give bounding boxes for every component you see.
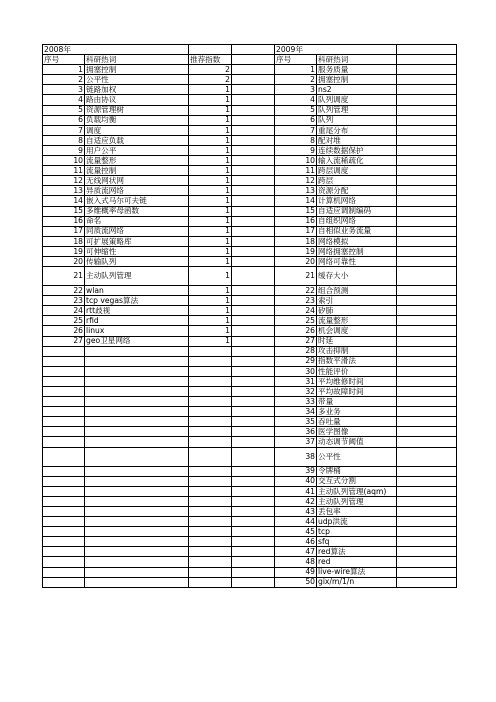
table-row <box>43 577 457 587</box>
right-row-term: gix/m/1/n <box>317 577 397 587</box>
right-row-number: 5 <box>275 105 317 115</box>
left-row-count: 1 <box>189 336 232 346</box>
table-row <box>43 256 457 266</box>
right-row-term: 服务质量 <box>317 65 397 75</box>
right-row-term: 网络拥塞控制 <box>317 246 397 256</box>
left-row-term: 异质流网络 <box>85 186 189 196</box>
left-row-count: 1 <box>189 125 232 135</box>
right-row-term: 队列管理 <box>317 105 397 115</box>
left-row-term: 可伸缩性 <box>85 246 189 256</box>
right-row-number: 47 <box>275 547 317 557</box>
left-row-number: 22 <box>43 286 85 296</box>
left-row-term: 主动队列管理 <box>85 267 189 286</box>
right-row-term: 重尾分布 <box>317 125 397 135</box>
left-row-term: 自适应负载 <box>85 135 189 145</box>
left-row-term: geo卫星网络 <box>85 336 189 346</box>
left-row-number: 12 <box>43 176 85 186</box>
right-row-number: 35 <box>275 417 317 427</box>
right-row-term: 机会调度 <box>317 326 397 336</box>
right-row-term: 资源分配 <box>317 186 397 196</box>
left-row-count: 1 <box>189 306 232 316</box>
left-row-count: 1 <box>189 166 232 176</box>
left-row-number: 10 <box>43 156 85 166</box>
table-row <box>43 145 457 155</box>
right-row-number: 46 <box>275 537 317 547</box>
left-row-term: linux <box>85 326 189 336</box>
table-row <box>43 427 457 437</box>
right-row-number: 8 <box>275 135 317 145</box>
left-row-number: 7 <box>43 125 85 135</box>
right-row-number: 34 <box>275 407 317 417</box>
left-row-number: 25 <box>43 316 85 326</box>
left-row-number: 11 <box>43 166 85 176</box>
right-row-term: 网络模拟 <box>317 236 397 246</box>
table-row <box>43 286 457 296</box>
right-row-number: 48 <box>275 557 317 567</box>
left-row-count: 1 <box>189 115 232 125</box>
table-row <box>43 557 457 567</box>
right-row-number: 28 <box>275 346 317 356</box>
left-row-number: 19 <box>43 246 85 256</box>
right-row-term: sfq <box>317 537 397 547</box>
right-row-number: 27 <box>275 336 317 346</box>
left-row-term: 嵌入式马尔可夫链 <box>85 196 189 206</box>
right-row-number: 7 <box>275 125 317 135</box>
right-row-term: 计算机网络 <box>317 196 397 206</box>
right-row-term: 自相似业务流量 <box>317 226 397 236</box>
right-row-term: 拥塞控制 <box>317 75 397 85</box>
right-row-number: 38 <box>275 447 317 466</box>
left-row-term: 路由协议 <box>85 95 189 105</box>
right-row-term: tcp <box>317 527 397 537</box>
left-row-number: 21 <box>43 267 85 286</box>
left-row-number: 2 <box>43 75 85 85</box>
table-row <box>43 567 457 577</box>
table-row <box>43 476 457 486</box>
right-row-term: 缓存大小 <box>317 267 397 286</box>
left-row-term: 多维概率母函数 <box>85 206 189 216</box>
left-row-count: 1 <box>189 236 232 246</box>
right-row-number: 18 <box>275 236 317 246</box>
left-row-count: 1 <box>189 326 232 336</box>
left-row-count: 1 <box>189 256 232 266</box>
table-row <box>43 95 457 105</box>
left-row-count: 1 <box>189 85 232 95</box>
table-row <box>43 105 457 115</box>
right-row-number: 2 <box>275 75 317 85</box>
table-row <box>43 196 457 206</box>
right-row-term: 多业务 <box>317 407 397 417</box>
right-row-term: ns2 <box>317 85 397 95</box>
left-row-number: 27 <box>43 336 85 346</box>
right-year-label: 2009年 <box>275 45 397 55</box>
table-row <box>43 496 457 506</box>
right-row-term: 时延 <box>317 336 397 346</box>
left-row-term: 无线网状网 <box>85 176 189 186</box>
right-row-number: 15 <box>275 206 317 216</box>
left-row-number: 3 <box>43 85 85 95</box>
left-row-count: 1 <box>189 186 232 196</box>
right-row-number: 30 <box>275 366 317 376</box>
left-row-number: 15 <box>43 206 85 216</box>
right-row-term: 队列调度 <box>317 95 397 105</box>
left-row-number: 17 <box>43 226 85 236</box>
right-row-number: 21 <box>275 267 317 286</box>
table-row <box>43 176 457 186</box>
right-seq-header: 序号 <box>275 55 317 65</box>
right-row-term: 性能评价 <box>317 366 397 376</box>
left-row-count: 1 <box>189 196 232 206</box>
right-row-number: 42 <box>275 496 317 506</box>
left-row-count: 1 <box>189 226 232 236</box>
right-row-number: 36 <box>275 427 317 437</box>
right-row-term: 组合预测 <box>317 286 397 296</box>
left-row-count: 1 <box>189 267 232 286</box>
right-row-number: 17 <box>275 226 317 236</box>
left-row-term: wlan <box>85 286 189 296</box>
right-row-number: 23 <box>275 296 317 306</box>
table-row <box>43 156 457 166</box>
table-row <box>43 85 457 95</box>
right-row-number: 19 <box>275 246 317 256</box>
right-row-number: 14 <box>275 196 317 206</box>
right-row-term: 索引 <box>317 296 397 306</box>
table-row <box>43 326 457 336</box>
left-row-number: 13 <box>43 186 85 196</box>
right-row-term: 配对堆 <box>317 135 397 145</box>
left-row-term: 资源管理树 <box>85 105 189 115</box>
table-row <box>43 226 457 236</box>
right-row-number: 4 <box>275 95 317 105</box>
right-row-number: 3 <box>275 85 317 95</box>
right-row-term: live-wire算法 <box>317 567 397 577</box>
table-row <box>43 376 457 386</box>
right-row-term: 矽肺 <box>317 306 397 316</box>
right-row-number: 31 <box>275 376 317 386</box>
right-row-term: 丢包率 <box>317 506 397 516</box>
right-row-number: 50 <box>275 577 317 587</box>
right-row-term: 公平性 <box>317 447 397 466</box>
table-row <box>43 346 457 356</box>
left-row-number: 26 <box>43 326 85 336</box>
table-row <box>43 407 457 417</box>
left-row-number: 24 <box>43 306 85 316</box>
right-row-term: 平均故障时间 <box>317 387 397 397</box>
left-row-number: 14 <box>43 196 85 206</box>
right-row-number: 6 <box>275 115 317 125</box>
table-row <box>43 356 457 366</box>
table-row <box>43 306 457 316</box>
table-row <box>43 267 457 286</box>
right-row-term: red算法 <box>317 547 397 557</box>
right-row-number: 13 <box>275 186 317 196</box>
left-row-number: 5 <box>43 105 85 115</box>
left-row-term: 同质流网络 <box>85 226 189 236</box>
left-row-term: rfid <box>85 316 189 326</box>
left-row-term: 流量控制 <box>85 166 189 176</box>
left-row-term: 用户公平 <box>85 145 189 155</box>
table-row <box>43 437 457 447</box>
table-row <box>43 216 457 226</box>
left-row-number: 6 <box>43 115 85 125</box>
left-row-number: 9 <box>43 145 85 155</box>
left-seq-header: 序号 <box>43 55 85 65</box>
right-row-number: 32 <box>275 387 317 397</box>
left-row-count: 1 <box>189 206 232 216</box>
table-row <box>43 246 457 256</box>
table-row <box>43 296 457 306</box>
right-row-term: 流量整形 <box>317 316 397 326</box>
left-row-number: 23 <box>43 296 85 306</box>
right-row-term: red <box>317 557 397 567</box>
right-row-number: 45 <box>275 527 317 537</box>
right-row-term: 连续数据保护 <box>317 145 397 155</box>
table-row <box>43 387 457 397</box>
table-row <box>43 236 457 246</box>
right-row-number: 20 <box>275 256 317 266</box>
right-row-term: 带量 <box>317 397 397 407</box>
table-row <box>43 316 457 326</box>
right-row-term: 交互式分割 <box>317 476 397 486</box>
right-row-term: 医学图像 <box>317 427 397 437</box>
table-row <box>43 135 457 145</box>
table-row <box>43 75 457 85</box>
right-row-number: 16 <box>275 216 317 226</box>
right-row-number: 37 <box>275 437 317 447</box>
table-row <box>43 466 457 476</box>
table-row <box>43 166 457 176</box>
left-row-count: 1 <box>189 156 232 166</box>
table-row <box>43 537 457 547</box>
left-row-term: 传输队列 <box>85 256 189 266</box>
table-row <box>43 366 457 376</box>
right-row-term: 跨层 <box>317 176 397 186</box>
left-row-term: 拥塞控制 <box>85 65 189 75</box>
right-row-term: 主动队列管理 <box>317 496 397 506</box>
table-row <box>43 206 457 216</box>
right-row-number: 43 <box>275 506 317 516</box>
left-row-count: 1 <box>189 246 232 256</box>
left-row-count: 1 <box>189 316 232 326</box>
left-row-count: 1 <box>189 216 232 226</box>
left-row-term: 命名 <box>85 216 189 226</box>
right-row-number: 26 <box>275 326 317 336</box>
right-row-number: 25 <box>275 316 317 326</box>
left-term-header: 科研热词 <box>85 55 189 65</box>
right-row-number: 33 <box>275 397 317 407</box>
right-row-number: 29 <box>275 356 317 366</box>
left-row-count: 1 <box>189 105 232 115</box>
right-row-term: 网络可靠性 <box>317 256 397 266</box>
table-row <box>43 336 457 346</box>
hot-terms-table <box>42 44 457 588</box>
right-row-number: 41 <box>275 486 317 496</box>
right-row-term: 主动队列管理(aqm) <box>317 486 397 496</box>
right-row-number: 44 <box>275 517 317 527</box>
left-row-count: 1 <box>189 95 232 105</box>
table-row <box>43 417 457 427</box>
left-row-count: 1 <box>189 286 232 296</box>
left-row-count: 2 <box>189 65 232 75</box>
table-row <box>43 486 457 496</box>
table-row <box>43 397 457 407</box>
left-row-number: 18 <box>43 236 85 246</box>
left-row-number: 20 <box>43 256 85 266</box>
right-row-number: 39 <box>275 466 317 476</box>
left-count-header: 推荐指数 <box>189 55 232 65</box>
left-row-number: 4 <box>43 95 85 105</box>
left-row-count: 1 <box>189 176 232 186</box>
left-row-number: 8 <box>43 135 85 145</box>
right-row-number: 22 <box>275 286 317 296</box>
right-row-number: 40 <box>275 476 317 486</box>
left-row-term: 流量整形 <box>85 156 189 166</box>
table-row <box>43 125 457 135</box>
right-row-term: 动态调节阈值 <box>317 437 397 447</box>
table-row <box>43 447 457 466</box>
table-row <box>43 517 457 527</box>
left-row-term: tcp vegas算法 <box>85 296 189 306</box>
left-row-term: 调度 <box>85 125 189 135</box>
left-row-term: rtt歧视 <box>85 306 189 316</box>
table-row <box>43 547 457 557</box>
right-row-number: 12 <box>275 176 317 186</box>
header-row <box>43 55 457 65</box>
right-row-number: 24 <box>275 306 317 316</box>
left-row-count: 2 <box>189 75 232 85</box>
right-row-number: 49 <box>275 567 317 577</box>
right-term-header: 科研热词 <box>317 55 397 65</box>
left-row-count: 1 <box>189 296 232 306</box>
right-row-term: 攻击抑制 <box>317 346 397 356</box>
left-row-term: 可扩展策略库 <box>85 236 189 246</box>
right-row-number: 10 <box>275 156 317 166</box>
left-row-term: 链路加权 <box>85 85 189 95</box>
right-row-term: 队列 <box>317 115 397 125</box>
right-row-number: 11 <box>275 166 317 176</box>
right-row-term: 指数平滑法 <box>317 356 397 366</box>
left-row-count: 1 <box>189 135 232 145</box>
table-row <box>43 115 457 125</box>
table-row <box>43 65 457 75</box>
right-row-term: 自适应调制编码 <box>317 206 397 216</box>
year-row <box>43 45 457 55</box>
right-row-number: 1 <box>275 65 317 75</box>
right-row-number: 9 <box>275 145 317 155</box>
right-row-term: 跨层调度 <box>317 166 397 176</box>
left-row-number: 1 <box>43 65 85 75</box>
left-row-count: 1 <box>189 145 232 155</box>
right-row-term: 输入流稀疏化 <box>317 156 397 166</box>
table-row <box>43 186 457 196</box>
table-row <box>43 506 457 516</box>
right-row-term: 令牌桶 <box>317 466 397 476</box>
table-row <box>43 527 457 537</box>
left-row-number: 16 <box>43 216 85 226</box>
left-row-term: 公平性 <box>85 75 189 85</box>
right-row-term: 自组织网络 <box>317 216 397 226</box>
left-row-term: 负载均衡 <box>85 115 189 125</box>
left-year-label: 2008年 <box>43 45 189 55</box>
right-row-term: udp洪流 <box>317 517 397 527</box>
right-row-term: 平均维修时间 <box>317 376 397 386</box>
right-row-term: 吞吐量 <box>317 417 397 427</box>
